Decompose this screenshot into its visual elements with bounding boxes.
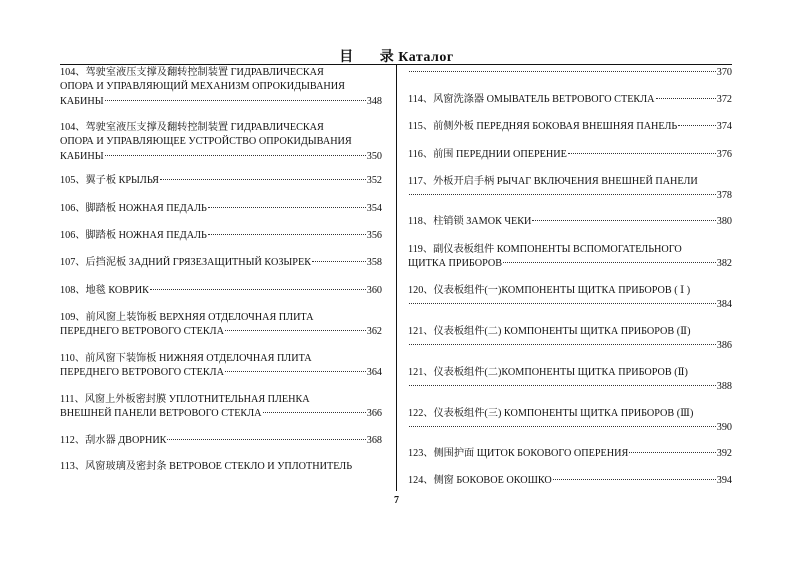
toc-entry[interactable]: [60, 256, 382, 270]
dot-leader: [208, 207, 366, 208]
toc-entry-leader-row: [408, 148, 732, 162]
toc-entry[interactable]: [408, 175, 732, 204]
toc-entry[interactable]: [408, 215, 732, 229]
toc-entry-title-line: 106、脚踏板 НОЖНАЯ ПЕДАЛЬ: [60, 203, 207, 214]
toc-page-number: 376: [716, 149, 732, 160]
toc-entry[interactable]: [60, 229, 382, 243]
toc-page-number: 374: [716, 121, 732, 132]
toc-entry-leader-row: [60, 256, 382, 270]
toc-entry-leader-row: [60, 229, 382, 243]
toc-entry-title-line: 123、侧围护面 ЩИТОК БОКОВОГО ОПЕРЕНИЯ: [408, 448, 629, 459]
toc-entry-leader-row: [60, 325, 382, 339]
toc-entry-leader-row: [408, 66, 732, 80]
toc-entry[interactable]: [60, 174, 382, 188]
toc-entry[interactable]: [60, 66, 382, 109]
toc-entry-title-line: 121、仪表板组件(二)КОМПОНЕНТЫ ЩИТКА ПРИБОРОВ (Ⅱ): [408, 367, 688, 378]
toc-entry-title-line: 107、后挡泥板 ЗАДНИЙ ГРЯЗЕЗАЩИТНЫЙ КОЗЫРЕК: [60, 257, 311, 268]
toc-entry[interactable]: [408, 66, 732, 80]
toc-entry[interactable]: [408, 407, 732, 436]
dot-leader: [160, 179, 366, 180]
toc-page-number: 362: [366, 326, 382, 338]
toc-entry-title-line: 111、风窗上外板密封膜 УПЛОТНИТЕЛЬНАЯ ПЛЕНКА: [60, 394, 310, 405]
toc-entry-leader-row: [60, 202, 382, 216]
toc-entry-title-line: 112、刮水器 ДВОРНИК: [60, 435, 167, 446]
toc-entry-leader-row: [408, 380, 732, 394]
dot-leader: [409, 344, 716, 345]
toc-entry[interactable]: [408, 474, 732, 488]
toc-entry[interactable]: [60, 393, 382, 422]
dot-leader: [409, 303, 716, 304]
toc-page-number: 370: [716, 67, 732, 78]
dot-leader: [409, 71, 716, 72]
toc-entry-leader-row: [408, 120, 732, 134]
toc-entry-leader-row: [408, 447, 732, 461]
dot-leader: [312, 261, 366, 262]
dot-leader: [568, 153, 716, 154]
toc-entry[interactable]: [60, 311, 382, 340]
toc-page-number: 348: [366, 95, 382, 107]
toc-entry-title-line: 105、翼子板 КРЫЛЬЯ: [60, 175, 159, 186]
dot-leader: [553, 479, 716, 480]
dot-leader: [678, 125, 715, 126]
toc-page-number: 390: [716, 422, 732, 434]
toc-entry-leader-row: [60, 434, 382, 448]
toc-entry-title-line: 106、脚踏板 НОЖНАЯ ПЕДАЛЬ: [60, 230, 207, 241]
toc-entry-leader-row: [408, 189, 732, 203]
toc-entry[interactable]: [60, 352, 382, 381]
toc-entry-title-line: 110、前风窗下装饰板 НИЖНЯЯ ОТДЕЛОЧНАЯ ПЛИТА: [60, 353, 312, 364]
toc-entry-title-line: 121、仪表板组件(二) КОМПОНЕНТЫ ЩИТКА ПРИБОРОВ (Ⅱ): [408, 326, 691, 337]
toc-entry[interactable]: [408, 325, 732, 354]
dot-leader: [503, 262, 716, 263]
toc-entry-leader-row: [408, 474, 732, 488]
toc-entry[interactable]: [60, 121, 382, 164]
toc-page-number: 354: [366, 203, 382, 214]
toc-page-number: 366: [366, 408, 382, 420]
toc-entry-title-line: 104、驾驶室液压支撑及翻转控制装置 ГИДРАВЛИЧЕСКАЯ: [60, 67, 324, 78]
dot-leader: [225, 371, 366, 372]
toc-entry-title-line: ЩИТКА ПРИБОРОВ: [408, 258, 503, 270]
toc-page-number: 392: [716, 448, 732, 459]
toc-entry-title-line: 114、风窗洗涤器 ОМЫВАТЕЛЬ ВЕТРОВОГО СТЕКЛА: [408, 94, 655, 105]
title-ru: Каталог: [398, 50, 454, 65]
toc-entry-leader-row: [60, 95, 382, 109]
toc-page-number: 378: [716, 190, 732, 202]
toc-entry-title-line: ПЕРЕДНЕГО ВЕТРОВОГО СТЕКЛА: [60, 326, 224, 338]
toc-entry-leader-row: [408, 93, 732, 107]
toc-entry[interactable]: [60, 284, 382, 298]
toc-page-number: 380: [716, 216, 732, 227]
toc-entry-leader-row: [408, 215, 732, 229]
dot-leader: [532, 220, 715, 221]
dot-leader: [105, 100, 366, 101]
toc-entry-leader-row: [60, 366, 382, 380]
toc-entry[interactable]: [60, 434, 382, 448]
toc-entry-title-line: ПЕРЕДНЕГО ВЕТРОВОГО СТЕКЛА: [60, 367, 224, 379]
toc-entry-title-line: 120、仪表板组件(一)КОМПОНЕНТЫ ЩИТКА ПРИБОРОВ ( Ⅰ ): [408, 285, 691, 296]
toc-entry[interactable]: [408, 243, 732, 272]
toc-page-number: 356: [366, 230, 382, 241]
toc-entry-title-line: 124、侧窗 БОКОВОЕ ОКОШКО: [408, 475, 552, 486]
toc-entry-title-line: 119、副仪表板组件 КОМПОНЕНТЫ ВСПОМОГАТЕЛЬНОГО: [408, 244, 682, 255]
column-divider: [396, 65, 397, 491]
toc-page-number: 384: [716, 299, 732, 311]
dot-leader: [409, 426, 716, 427]
toc-page-number: 382: [716, 258, 732, 270]
dot-leader: [208, 234, 366, 235]
toc-entry-title-line: ОПОРА И УПРАВЛЯЮЩИЙ МЕХАНИЗМ ОПРОКИДЫВАНИЯ: [60, 81, 345, 93]
toc-entry-title-line: 108、地毯 КОВРИК: [60, 285, 149, 296]
toc-entry-leader-row: [60, 150, 382, 164]
toc-entry-title-line: 118、柱销锁 ЗАМОК ЧЕКИ: [408, 216, 532, 227]
toc-entry-title-line: 109、前风窗上装饰板 ВЕРХНЯЯ ОТДЕЛОЧНАЯ ПЛИТА: [60, 312, 314, 323]
toc-entry-title-line: ОПОРА И УПРАВЛЯЮЩЕЕ УСТРОЙСТВО ОПРОКИДЫВАНИЯ: [60, 136, 352, 148]
page-number: 7: [394, 495, 399, 506]
toc-page-number: 386: [716, 340, 732, 352]
toc-entry-leader-row: [60, 174, 382, 188]
toc-entry-title-line: 104、驾驶室液压支撑及翻转控制装置 ГИДРАВЛИЧЕСКАЯ: [60, 122, 324, 133]
toc-entry-leader-row: [408, 421, 732, 435]
dot-leader: [656, 98, 716, 99]
toc-page-number: 394: [716, 475, 732, 486]
toc-entry[interactable]: [408, 366, 732, 395]
toc-entry-title-line: ВНЕШНЕЙ ПАНЕЛИ ВЕТРОВОГО СТЕКЛА: [60, 408, 262, 420]
toc-page-number: 388: [716, 381, 732, 393]
toc-entry-leader-row: [408, 339, 732, 353]
toc-entry-title-line: 122、仪表板组件(三) КОМПОНЕНТЫ ЩИТКА ПРИБОРОВ (Ⅲ): [408, 408, 694, 419]
toc-entry[interactable]: [408, 93, 732, 107]
toc-entry-title-line: 115、前侧外板 ПЕРЕДНЯЯ БОКОВАЯ ВНЕШНЯЯ ПАНЕЛЬ: [408, 121, 678, 132]
dot-leader: [150, 289, 366, 290]
toc-page-number: 360: [366, 285, 382, 296]
toc-entry[interactable]: [60, 202, 382, 216]
toc-entry-leader-row: [60, 407, 382, 421]
title-cn-2: 录: [379, 49, 395, 65]
toc-page-number: 368: [366, 435, 382, 446]
toc-entry[interactable]: [408, 120, 732, 134]
toc-page-number: 350: [366, 150, 382, 162]
dot-leader: [263, 412, 366, 413]
toc-entry-leader-row: [408, 257, 732, 271]
toc-entry-title-line: 113、风窗玻璃及密封条 ВЕТРОВОЕ СТЕКЛО И УПЛОТНИТЕЛЬ: [60, 461, 353, 472]
toc-entry-leader-row: [60, 284, 382, 298]
toc-entry-title-line: 116、前围 ПЕРЕДНИИ ОПЕРЕНИЕ: [408, 149, 567, 160]
dot-leader: [225, 330, 366, 331]
dot-leader: [629, 452, 715, 453]
dot-leader: [167, 439, 365, 440]
toc-entry[interactable]: [408, 284, 732, 313]
page-title: [0, 46, 793, 66]
toc-entry-title-line: 117、外板开启手柄 РЫЧАГ ВКЛЮЧЕНИЯ ВНЕШНЕЙ ПАНЕЛИ: [408, 176, 698, 187]
toc-entry[interactable]: [408, 148, 732, 162]
toc-page-number: 364: [366, 367, 382, 379]
toc-entry[interactable]: [60, 460, 382, 474]
toc-page-number: 358: [366, 257, 382, 268]
dot-leader: [105, 155, 366, 156]
title-cn-1: 目: [339, 49, 354, 65]
dot-leader: [409, 385, 716, 386]
toc-entry-title-line: КАБИНЫ: [60, 150, 104, 162]
toc-page-number: 372: [716, 94, 732, 105]
dot-leader: [409, 194, 716, 195]
toc-entry-leader-row: [408, 298, 732, 312]
toc-entry[interactable]: [408, 447, 732, 461]
toc-entry-title-line: КАБИНЫ: [60, 95, 104, 107]
toc-page-number: 352: [366, 175, 382, 186]
